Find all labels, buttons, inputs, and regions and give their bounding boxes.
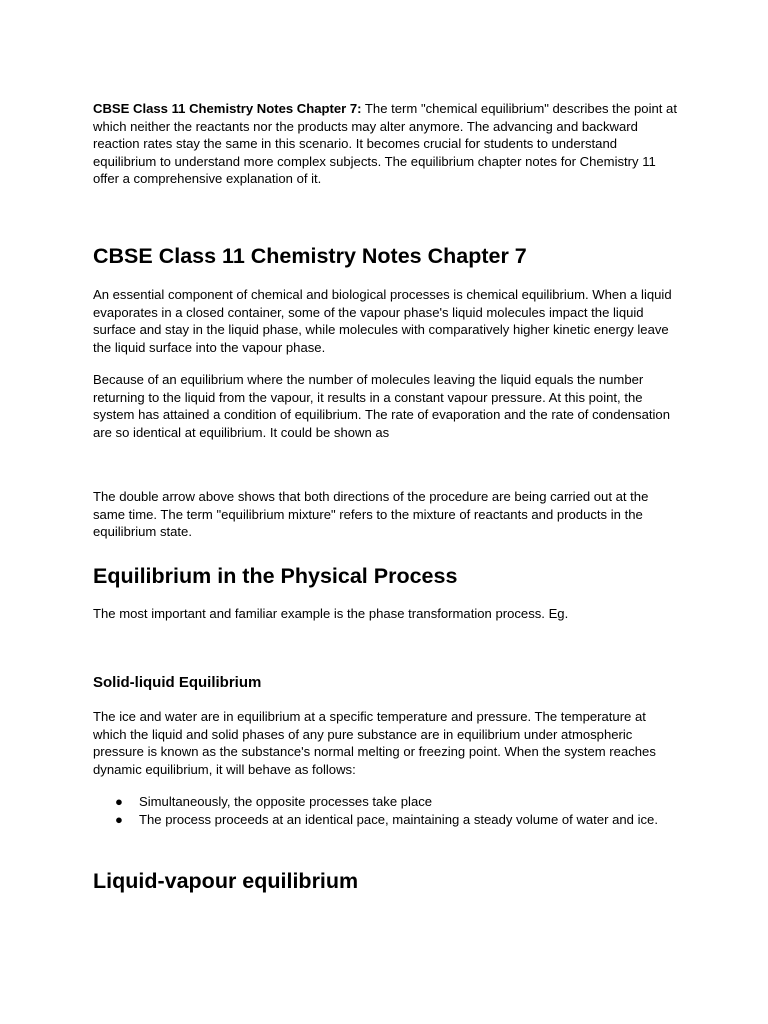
- bullet-icon: ●: [115, 811, 123, 827]
- paragraph-vapour-pressure: Because of an equilibrium where the number of molecules leaving the liquid equals the number returning to the liquid from the vapour, it results in a constant vapour pressure. At this point, the system has attained a condition of equilibrium. The rate of evaporation and the rate of condensation are so identical at equilibrium. It could be shown as: [93, 372, 670, 440]
- intro-text: The term "chemical equilibrium" describes the point at which neither the reactants nor the products may alter anymore. The advancing and backward reaction rates stay the same in this scenario. It becomes crucial for students to understand equilibrium to understand more complex subjects. The equilibrium chapter notes for Chemistry 11 offer a comprehensive explanation of it.: [93, 101, 677, 187]
- paragraph-phase-transformation: The most important and familiar example is the phase transformation process. Eg.: [93, 606, 569, 621]
- section-heading-liquid-vapour: Liquid-vapour equilibrium: [93, 869, 359, 893]
- subheading-solid-liquid: Solid-liquid Equilibrium: [93, 674, 262, 691]
- section-heading-chapter-7: CBSE Class 11 Chemistry Notes Chapter 7: [93, 244, 527, 268]
- bullet-list: [93, 793, 678, 828]
- paragraph-ice-water: The ice and water are in equilibrium at a specific temperature and pressure. The temperature at which the liquid and solid phases of any pure substance are in equilibrium under atmospheric pressure is known as the substance's normal melting or freezing point. When the system reaches dynamic equilibrium, it will behave as follows:: [93, 709, 656, 777]
- intro-paragraph: [93, 100, 678, 188]
- paragraph-chemical-equilibrium: An essential component of chemical and biological processes is chemical equilibrium. When a liquid evaporates in a closed container, some of the vapour phase's liquid molecules impact the liquid surface and stay in the liquid phase, while molecules with comparatively higher kinetic energy leave the liquid surface into the vapour phase.: [93, 287, 672, 355]
- section-heading-physical-process: Equilibrium in the Physical Process: [93, 564, 458, 588]
- list-item: [93, 811, 678, 829]
- list-item: [93, 793, 678, 811]
- bullet-icon: ●: [115, 794, 123, 809]
- paragraph-double-arrow: The double arrow above shows that both directions of the procedure are being carried out at the same time. The term "equilibrium mixture" refers to the mixture of reactants and products in the equilibrium state.: [93, 489, 649, 540]
- intro-bold-lead: CBSE Class 11 Chemistry Notes Chapter 7:: [93, 101, 362, 116]
- list-item-text: Simultaneously, the opposite processes take place: [139, 794, 433, 809]
- list-item-text: The process proceeds at an identical pace, maintaining a steady volume of water and ice.: [139, 811, 658, 827]
